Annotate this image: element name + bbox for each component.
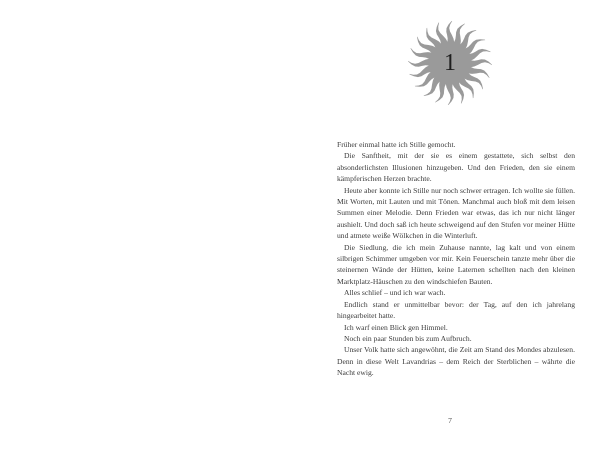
paragraph: Endlich stand er unmittelbar bevor: der Tag, auf den ich jahrelang hingearbeitet hatte. bbox=[337, 299, 575, 321]
page-number: 7 bbox=[448, 416, 452, 425]
paragraph: Unser Volk hatte sich angewöhnt, die Zeit am Stand des Mondes abzulesen. Denn in diese Welt Lavandrias – dem Reich der Sterblichen – währte die Nacht ewig. bbox=[337, 345, 575, 378]
paragraph: Die Siedlung, die ich mein Zuhause nannte, lag kalt und von einem silbrigen Schimmer umgeben vor mir. Kein Feuerschein tanzte mehr über die steinernen Wände der Hütten, keine Laternen schellten nach den kleinen Marktplatz-Häuschen zu den windschiefen Bauten. bbox=[337, 242, 575, 286]
paragraph: Noch ein paar Stunden bis zum Aufbruch. bbox=[344, 333, 472, 343]
chapter-text bbox=[337, 139, 575, 379]
paragraph: Früher einmal hatte ich Stille gemocht. bbox=[337, 140, 456, 149]
paragraph: Die Sanftheit, mit der sie es einem gestattete, sich selbst den absonderlichsten Illusionen hinzugeben. Und den Frieden, den sie einem kämpferischen Herzen brachte. bbox=[337, 151, 575, 184]
chapter-number: 1 bbox=[444, 50, 456, 76]
paragraph: Ich warf einen Blick gen Himmel. bbox=[344, 322, 448, 332]
paragraph: Heute aber konnte ich Stille nur noch schwer ertragen. Ich wollte sie füllen. Mit Worten, mit Lauten und mit Tönen. Manchmal auch bloß mit dem leisen Summen einer Melodie. Denn Frieden war etwas, das ich nur nicht länger aushielt. Und doch saß ich heute schweigend auf den Stufen vor meiner Hütte und atmete weiße Wölkchen in die Winterluft. bbox=[337, 185, 575, 241]
paragraph: Alles schlief – und ich war wach. bbox=[344, 288, 446, 298]
